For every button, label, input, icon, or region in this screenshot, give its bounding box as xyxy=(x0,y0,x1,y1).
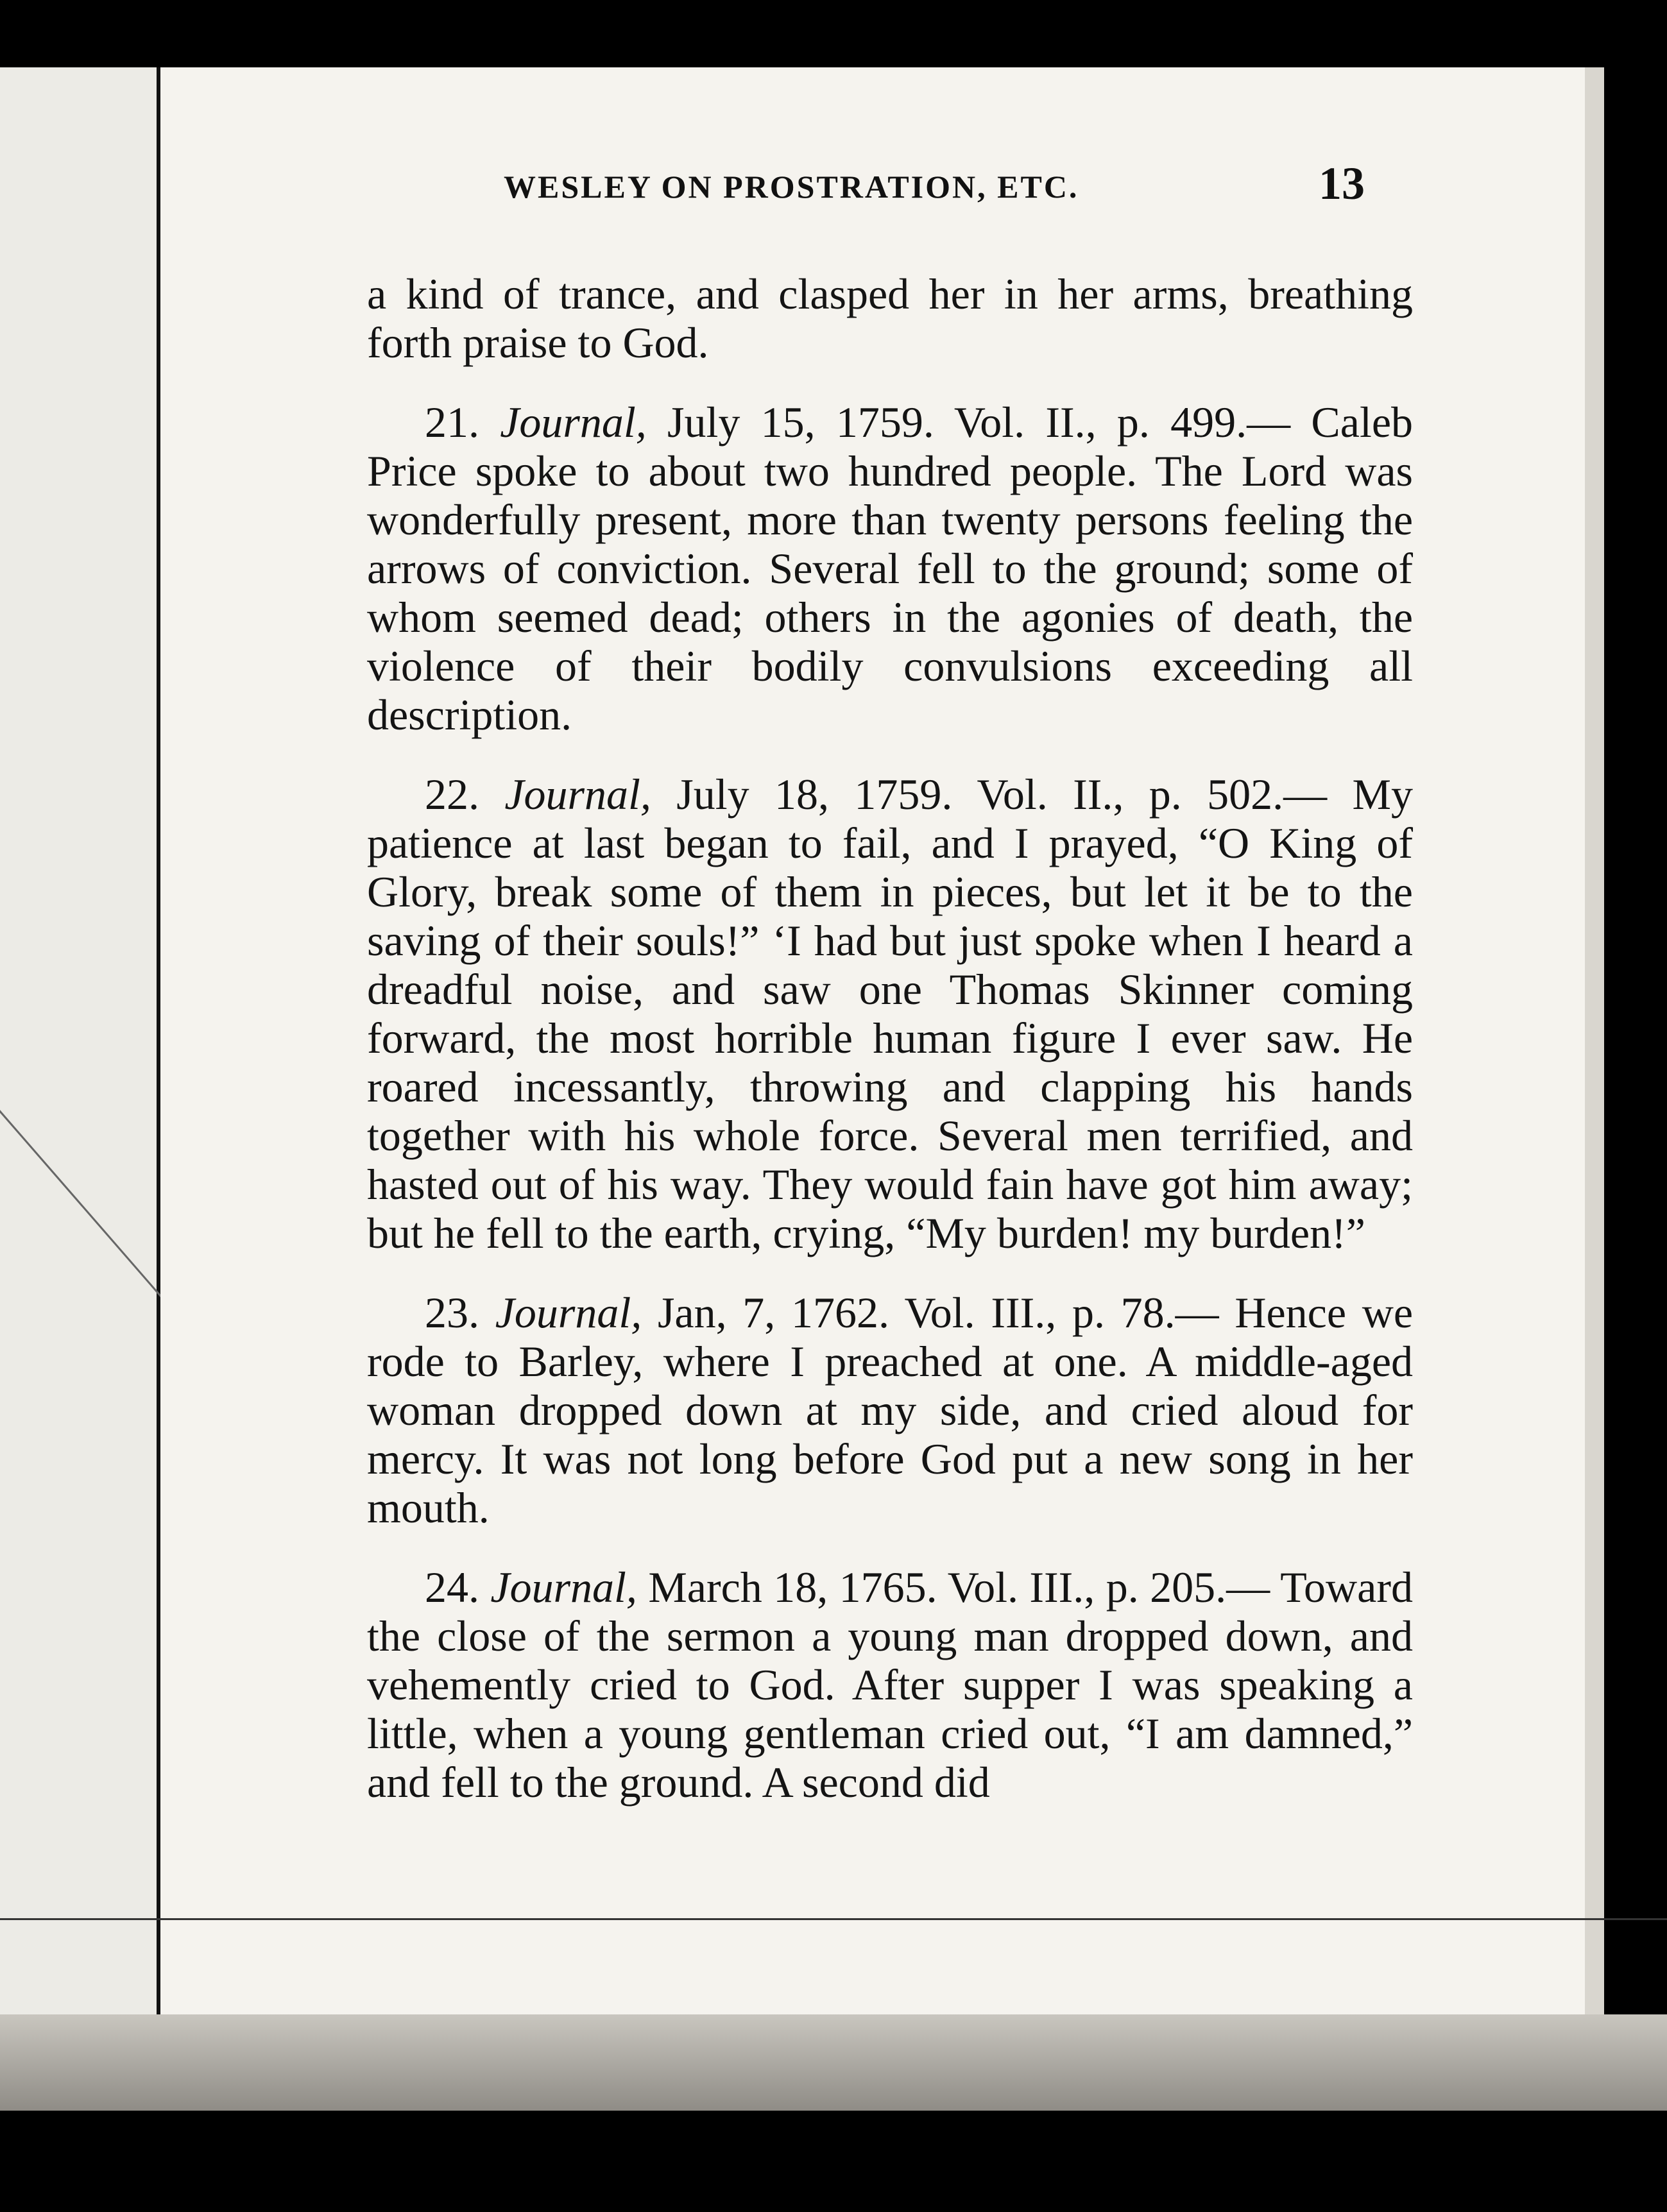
journal-entry-23 xyxy=(367,1288,1413,1532)
entry-citation: July 18, 1759. Vol. II., p. 502.— xyxy=(676,770,1328,819)
entry-text: Hence we rode to Barley, where I preached at one. A middle-aged woman dropped down at my side, and cried aloud for mercy. It was not long before God put a new song in her mouth. xyxy=(367,1288,1414,1532)
page-bottom-edge xyxy=(0,2014,1667,2111)
entry-text: Toward the close of the sermon a young man dropped down, and vehemently cried to God. After supper I was speaking a little, when a young gentleman cried out, “I am damned,” and fell to the ground. A second did xyxy=(367,1563,1413,1807)
entry-citation: March 18, 1765. Vol. III., p. 205.— xyxy=(648,1563,1270,1612)
left-page-margin xyxy=(0,67,160,2111)
journal-entry-24 xyxy=(367,1563,1413,1807)
entry-citation: Jan, 7, 1762. Vol. III., p. 78.— xyxy=(657,1288,1219,1337)
paragraph-continuation xyxy=(367,269,1413,367)
entry-number: 23. xyxy=(425,1288,479,1337)
entry-text: Caleb Price spoke to about two hundred people. The Lord was wonderfully present, more than twenty persons feeling the arrows of conviction. Several fell to the ground; some of whom seemed dead; others in the agonies of death, the violence of their bodily convulsions exceeding all description. xyxy=(367,398,1414,739)
paragraph-text: a kind of trance, and clasped her in her arms, breathing forth praise to God. xyxy=(367,269,1413,367)
entry-journal-title: Journal, xyxy=(504,770,651,819)
entry-number: 21. xyxy=(425,398,479,447)
journal-entry-22 xyxy=(367,770,1413,1257)
page-edge xyxy=(1585,67,1604,2111)
running-head: WESLEY ON PROSTRATION, ETC. xyxy=(504,169,1079,205)
entry-journal-title: Journal, xyxy=(490,1563,637,1612)
page-number: 13 xyxy=(1319,158,1365,209)
scan-rule-line xyxy=(0,1918,1667,1920)
entry-text: My patience at last began to fail, and I prayed, “O King of Glory, break some of them in pieces, but let it be to the saving of their souls!” ‘I had but just spoke when I heard a dreadful noise, and saw one Thomas Skinner coming forward, the most horrible human figure I ever saw. He roared incessantly, throwing and clapping his hands together with his whole force. Several men terrified, and hasted out of his way. They would fain have got him away; but he fell to the earth, crying, “My burden! my burden!” xyxy=(367,770,1414,1257)
page-body xyxy=(367,269,1413,1837)
entry-citation: July 15, 1759. Vol. II., p. 499.— xyxy=(667,398,1291,447)
entry-journal-title: Journal, xyxy=(495,1288,642,1337)
entry-journal-title: Journal, xyxy=(500,398,647,447)
entry-number: 24. xyxy=(425,1563,479,1612)
entry-number: 22. xyxy=(425,770,479,819)
journal-entry-21 xyxy=(367,398,1413,739)
